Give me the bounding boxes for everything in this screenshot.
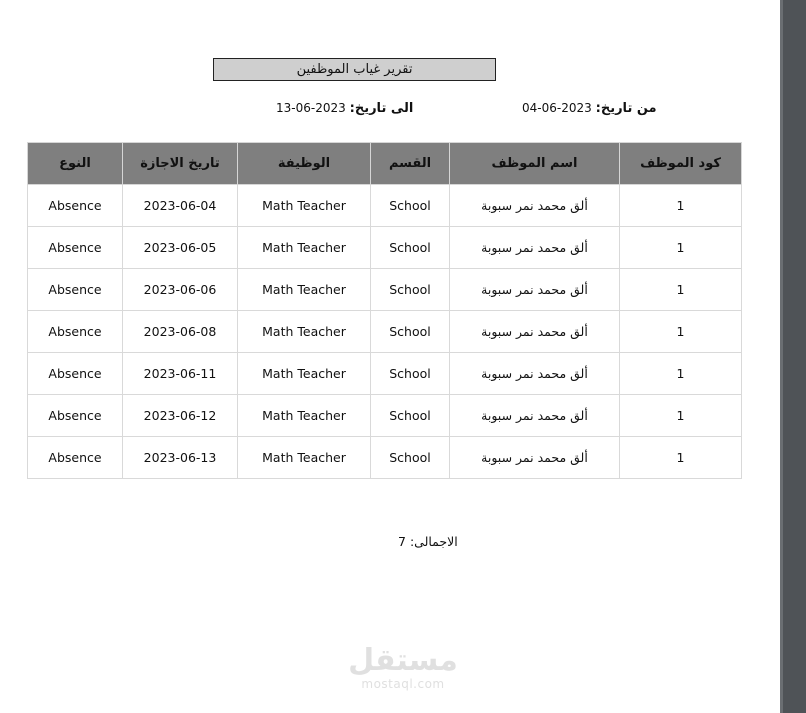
cell-job: Math Teacher: [238, 227, 371, 269]
cell-employee-name: ألق محمد نمر سبوبة: [450, 395, 620, 437]
cell-leave-date: 2023-06-08: [123, 311, 238, 353]
from-date: [522, 101, 657, 116]
cell-leave-date: 2023-06-06: [123, 269, 238, 311]
table-header-row: [28, 143, 742, 185]
header-department: القسم: [371, 143, 450, 185]
header-leave-date: تاريخ الاجازة: [123, 143, 238, 185]
cell-type: Absence: [28, 437, 123, 479]
scrollbar-edge: [780, 0, 783, 713]
table-row: [28, 269, 742, 311]
cell-leave-date: 2023-06-04: [123, 185, 238, 227]
total-value: 7: [398, 534, 406, 549]
table-row: [28, 311, 742, 353]
cell-employee-code: 1: [620, 185, 742, 227]
cell-employee-name: ألق محمد نمر سبوبة: [450, 353, 620, 395]
cell-leave-date: 2023-06-12: [123, 395, 238, 437]
cell-job: Math Teacher: [238, 437, 371, 479]
watermark-logo: مستقل: [348, 643, 458, 678]
cell-employee-code: 1: [620, 269, 742, 311]
table-row: [28, 185, 742, 227]
cell-department: School: [371, 269, 450, 311]
cell-job: Math Teacher: [238, 269, 371, 311]
cell-job: Math Teacher: [238, 185, 371, 227]
cell-employee-code: 1: [620, 311, 742, 353]
cell-type: Absence: [28, 269, 123, 311]
cell-employee-name: ألق محمد نمر سبوبة: [450, 185, 620, 227]
cell-employee-code: 1: [620, 437, 742, 479]
cell-type: Absence: [28, 227, 123, 269]
cell-leave-date: 2023-06-05: [123, 227, 238, 269]
cell-department: School: [371, 395, 450, 437]
cell-type: Absence: [28, 311, 123, 353]
cell-department: School: [371, 437, 450, 479]
table-row: [28, 395, 742, 437]
vertical-scrollbar[interactable]: [780, 0, 806, 713]
absence-table: [27, 142, 742, 479]
cell-job: Math Teacher: [238, 395, 371, 437]
cell-employee-name: ألق محمد نمر سبوبة: [450, 227, 620, 269]
watermark-url: mostaql.com: [361, 677, 445, 691]
from-date-value: 2023-06-04: [522, 101, 592, 115]
cell-employee-code: 1: [620, 227, 742, 269]
report-title: تقرير غياب الموظفين: [213, 58, 496, 81]
cell-leave-date: 2023-06-11: [123, 353, 238, 395]
cell-type: Absence: [28, 185, 123, 227]
cell-employee-name: ألق محمد نمر سبوبة: [450, 269, 620, 311]
total-label: الاجمالى:: [409, 534, 458, 549]
total-summary: [398, 534, 458, 549]
cell-type: Absence: [28, 353, 123, 395]
cell-employee-code: 1: [620, 395, 742, 437]
table-row: [28, 353, 742, 395]
cell-employee-name: ألق محمد نمر سبوبة: [450, 311, 620, 353]
mostaql-watermark: [348, 645, 458, 691]
to-date: [276, 101, 413, 116]
cell-employee-name: ألق محمد نمر سبوبة: [450, 437, 620, 479]
table-row: [28, 227, 742, 269]
cell-type: Absence: [28, 395, 123, 437]
from-date-label: من تاريخ:: [595, 101, 657, 116]
cell-employee-code: 1: [620, 353, 742, 395]
to-date-value: 2023-06-13: [276, 101, 346, 115]
cell-job: Math Teacher: [238, 353, 371, 395]
cell-department: School: [371, 353, 450, 395]
cell-department: School: [371, 311, 450, 353]
to-date-label: الى تاريخ:: [349, 101, 414, 116]
cell-job: Math Teacher: [238, 311, 371, 353]
cell-department: School: [371, 227, 450, 269]
table-row: [28, 437, 742, 479]
header-job: الوظيفة: [238, 143, 371, 185]
header-type: النوع: [28, 143, 123, 185]
cell-department: School: [371, 185, 450, 227]
header-employee-code: كود الموظف: [620, 143, 742, 185]
cell-leave-date: 2023-06-13: [123, 437, 238, 479]
header-employee-name: اسم الموظف: [450, 143, 620, 185]
